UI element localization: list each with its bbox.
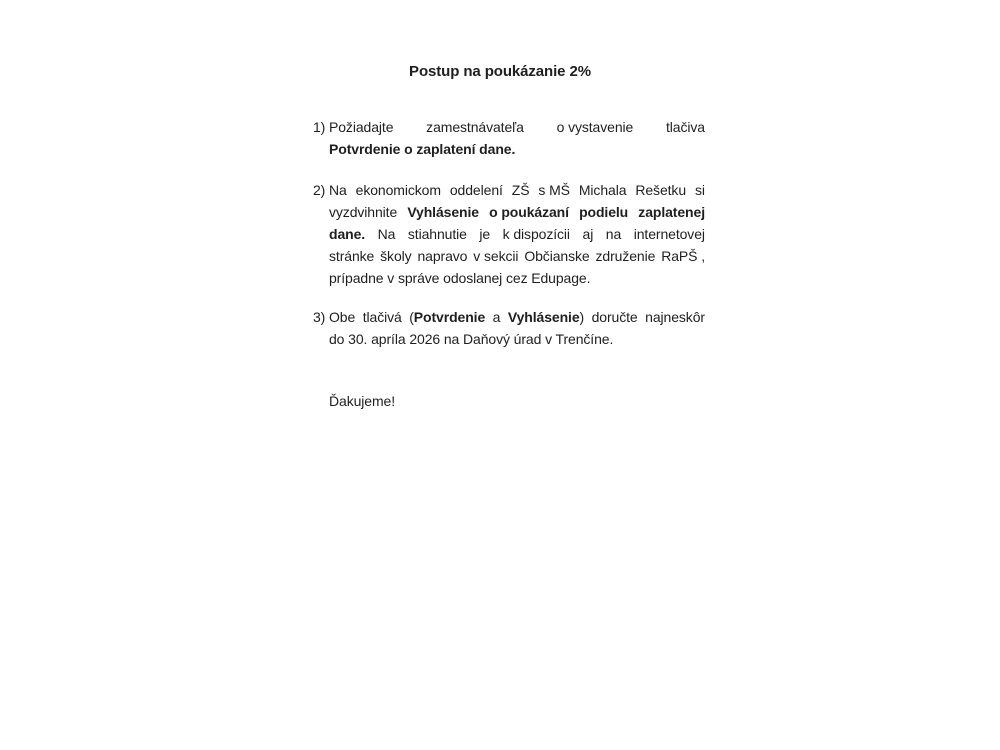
text-token: školy	[380, 248, 412, 264]
text-token: napravo	[417, 248, 468, 264]
list-item-number: 1)	[313, 119, 326, 135]
paragraph-lines	[329, 179, 705, 289]
list-item-number: 2)	[313, 182, 326, 198]
text-token: prípadne v správe odoslanej cez Edupage.	[329, 270, 591, 286]
text-token: tlačivá	[362, 309, 402, 325]
text-token: RaPŠ ,	[661, 248, 705, 264]
text-token: zamestnávateľa	[426, 119, 524, 135]
document-title: Postup na poukázanie 2%	[409, 63, 591, 80]
text-token: internetovej	[633, 226, 705, 242]
text-token: do 30. apríla 2026 na Daňový úrad v Trenčíne.	[329, 331, 614, 347]
text-token: ZŠ	[511, 182, 530, 198]
text-token: Občianske	[524, 248, 590, 264]
text-token: Požiadajte	[329, 119, 394, 135]
text-line	[329, 267, 705, 289]
text-token: Na	[377, 226, 396, 242]
paragraph-lines	[329, 116, 705, 160]
text-token: združenie	[595, 248, 656, 264]
text-token: Vyhlásenie)	[507, 309, 585, 325]
list-item-1	[313, 116, 705, 160]
text-token: podielu	[579, 204, 629, 220]
text-line	[329, 245, 705, 267]
text-token: na	[605, 226, 622, 242]
text-line	[329, 179, 705, 201]
list-item-number: 3)	[313, 309, 326, 325]
closing-text: Ďakujeme!	[329, 393, 396, 409]
list-item-3	[313, 306, 705, 350]
paragraph-lines	[329, 306, 705, 350]
text-token: aj	[582, 226, 594, 242]
text-token: stránke	[329, 248, 375, 264]
text-token: tlačiva	[666, 119, 705, 135]
text-token: Obe	[329, 309, 356, 325]
text-token: ekonomickom	[355, 182, 441, 198]
text-line	[329, 138, 705, 160]
text-token: s MŠ	[538, 182, 570, 198]
list-item-2	[313, 179, 705, 289]
text-token: Potvrdenie o zaplatení dane.	[329, 141, 516, 157]
text-token: Vyhlásenie	[407, 204, 479, 220]
text-token: dane.	[329, 226, 366, 242]
text-token: Rešetku	[635, 182, 687, 198]
text-token: a	[492, 309, 501, 325]
text-line	[329, 201, 705, 223]
text-token: si	[694, 182, 705, 198]
text-token: Na	[329, 182, 347, 198]
text-token: stiahnutie	[407, 226, 467, 242]
text-token: doručte	[591, 309, 638, 325]
text-token: zaplatenej	[638, 204, 705, 220]
text-token: o poukázaní	[489, 204, 569, 220]
text-line	[329, 116, 705, 138]
text-token: Michala	[578, 182, 627, 198]
text-token: vyzdvihnite	[329, 204, 398, 220]
text-token: je	[479, 226, 491, 242]
text-token: v sekcii	[473, 248, 519, 264]
text-token: (Potvrdenie	[409, 309, 486, 325]
text-token: o vystavenie	[556, 119, 634, 135]
text-line	[329, 223, 705, 245]
text-line	[329, 306, 705, 328]
text-line	[329, 328, 705, 350]
text-token: oddelení	[449, 182, 503, 198]
text-token: k dispozícii	[502, 226, 570, 242]
text-token: najneskôr	[645, 309, 705, 325]
